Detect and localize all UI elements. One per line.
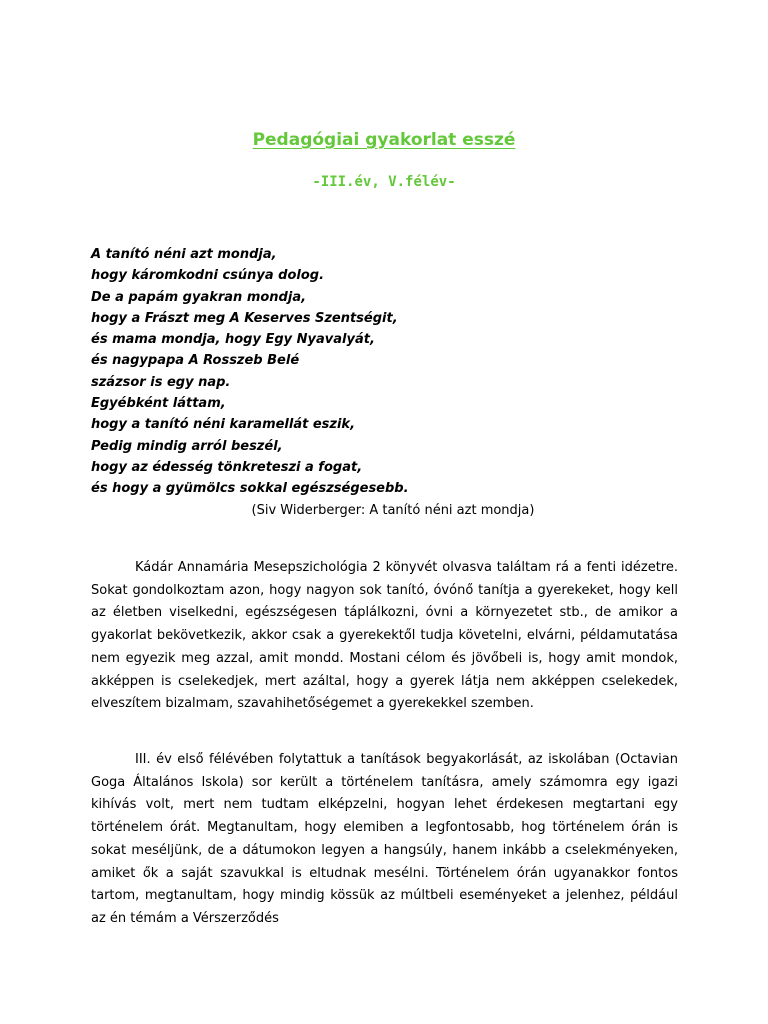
poem-quote [91,244,409,500]
poem-line: és mama mondja, hogy Egy Nyavalyát, [91,332,375,348]
poem-line: százsor is egy nap. [91,374,231,390]
poem-line: hogy káromkodni csúnya dolog. [91,268,325,284]
poem-line: hogy az édesség tönkreteszi a fogat, [91,459,363,475]
document-title: Pedagógiai gyakorlat esszé [252,130,516,150]
body-paragraph-2: III. év első félévében folytattuk a tanítások begyakorlását, az iskolában (Octavian Goga Általános Iskola) sor került a történelem tanításra, amely számomra egy igazi kihívás volt, mert nem tudtam elképzelni, hogyan lehet érdekesen megtartani egy történelem órát. Megtanultam, hogy elemiben a legfontosabb, hog történelem órán is sokat meséljünk, de a dátumokon legyen a hangsúly, hanem inkább a cselekményeken, amiket ők a saját szavukkal is eltudnak mesélni. Történelem órán ugyanakkor fontos tartom, megtanultam, hogy mindig kössük az múltbeli eseményeket a jelenhez, például az én témám a Vérszerződés [91,752,678,926]
poem-line: A tanító néni azt mondja, [91,247,277,262]
poem-line: hogy a tanító néni karamellát eszik, [91,417,356,433]
poem-line: Egyébként láttam, [91,396,226,412]
poem-line: De a papám gyakran mondja, [91,289,307,305]
poem-line: és hogy a gyümölcs sokkal egészségesebb. [91,481,409,497]
document-subtitle: -III.év, V.félév- [312,174,456,190]
poem-line: hogy a Frászt meg A Keserves Szentségit, [91,310,398,326]
body-paragraph-1: Kádár Annamária Mesepszichológia 2 könyvét olvasva találtam rá a fenti idézetre. Sokat gondolkoztam azon, hogy nagyon sok tanító, óvónő tanítja a gyerekeket, hogy kell az életben viselkedni, egészségesen táplálkozni, óvni a környezetet stb., de amikor a gyakorlat bekövetkezik, akkor csak a gyerekektől tudja követelni, elvárni, példamutatása nem egyezik meg azzal, amit mondd. Mostani célom és jövőbeli is, hogy amit mondok, akképpen is cselekedjek, mert azáltal, hogy a gyerek látja nem akképpen cselekedek, elveszítem bizalmam, szavahihetőségemet a gyerekekkel szemben. [91,560,678,712]
poem-line: és nagypapa A Rosszeb Belé [91,353,300,369]
poem-citation: (Siv Widerberger: A tanító néni azt mondja) [251,503,535,518]
poem-line: Pedig mindig arról beszél, [91,438,283,454]
